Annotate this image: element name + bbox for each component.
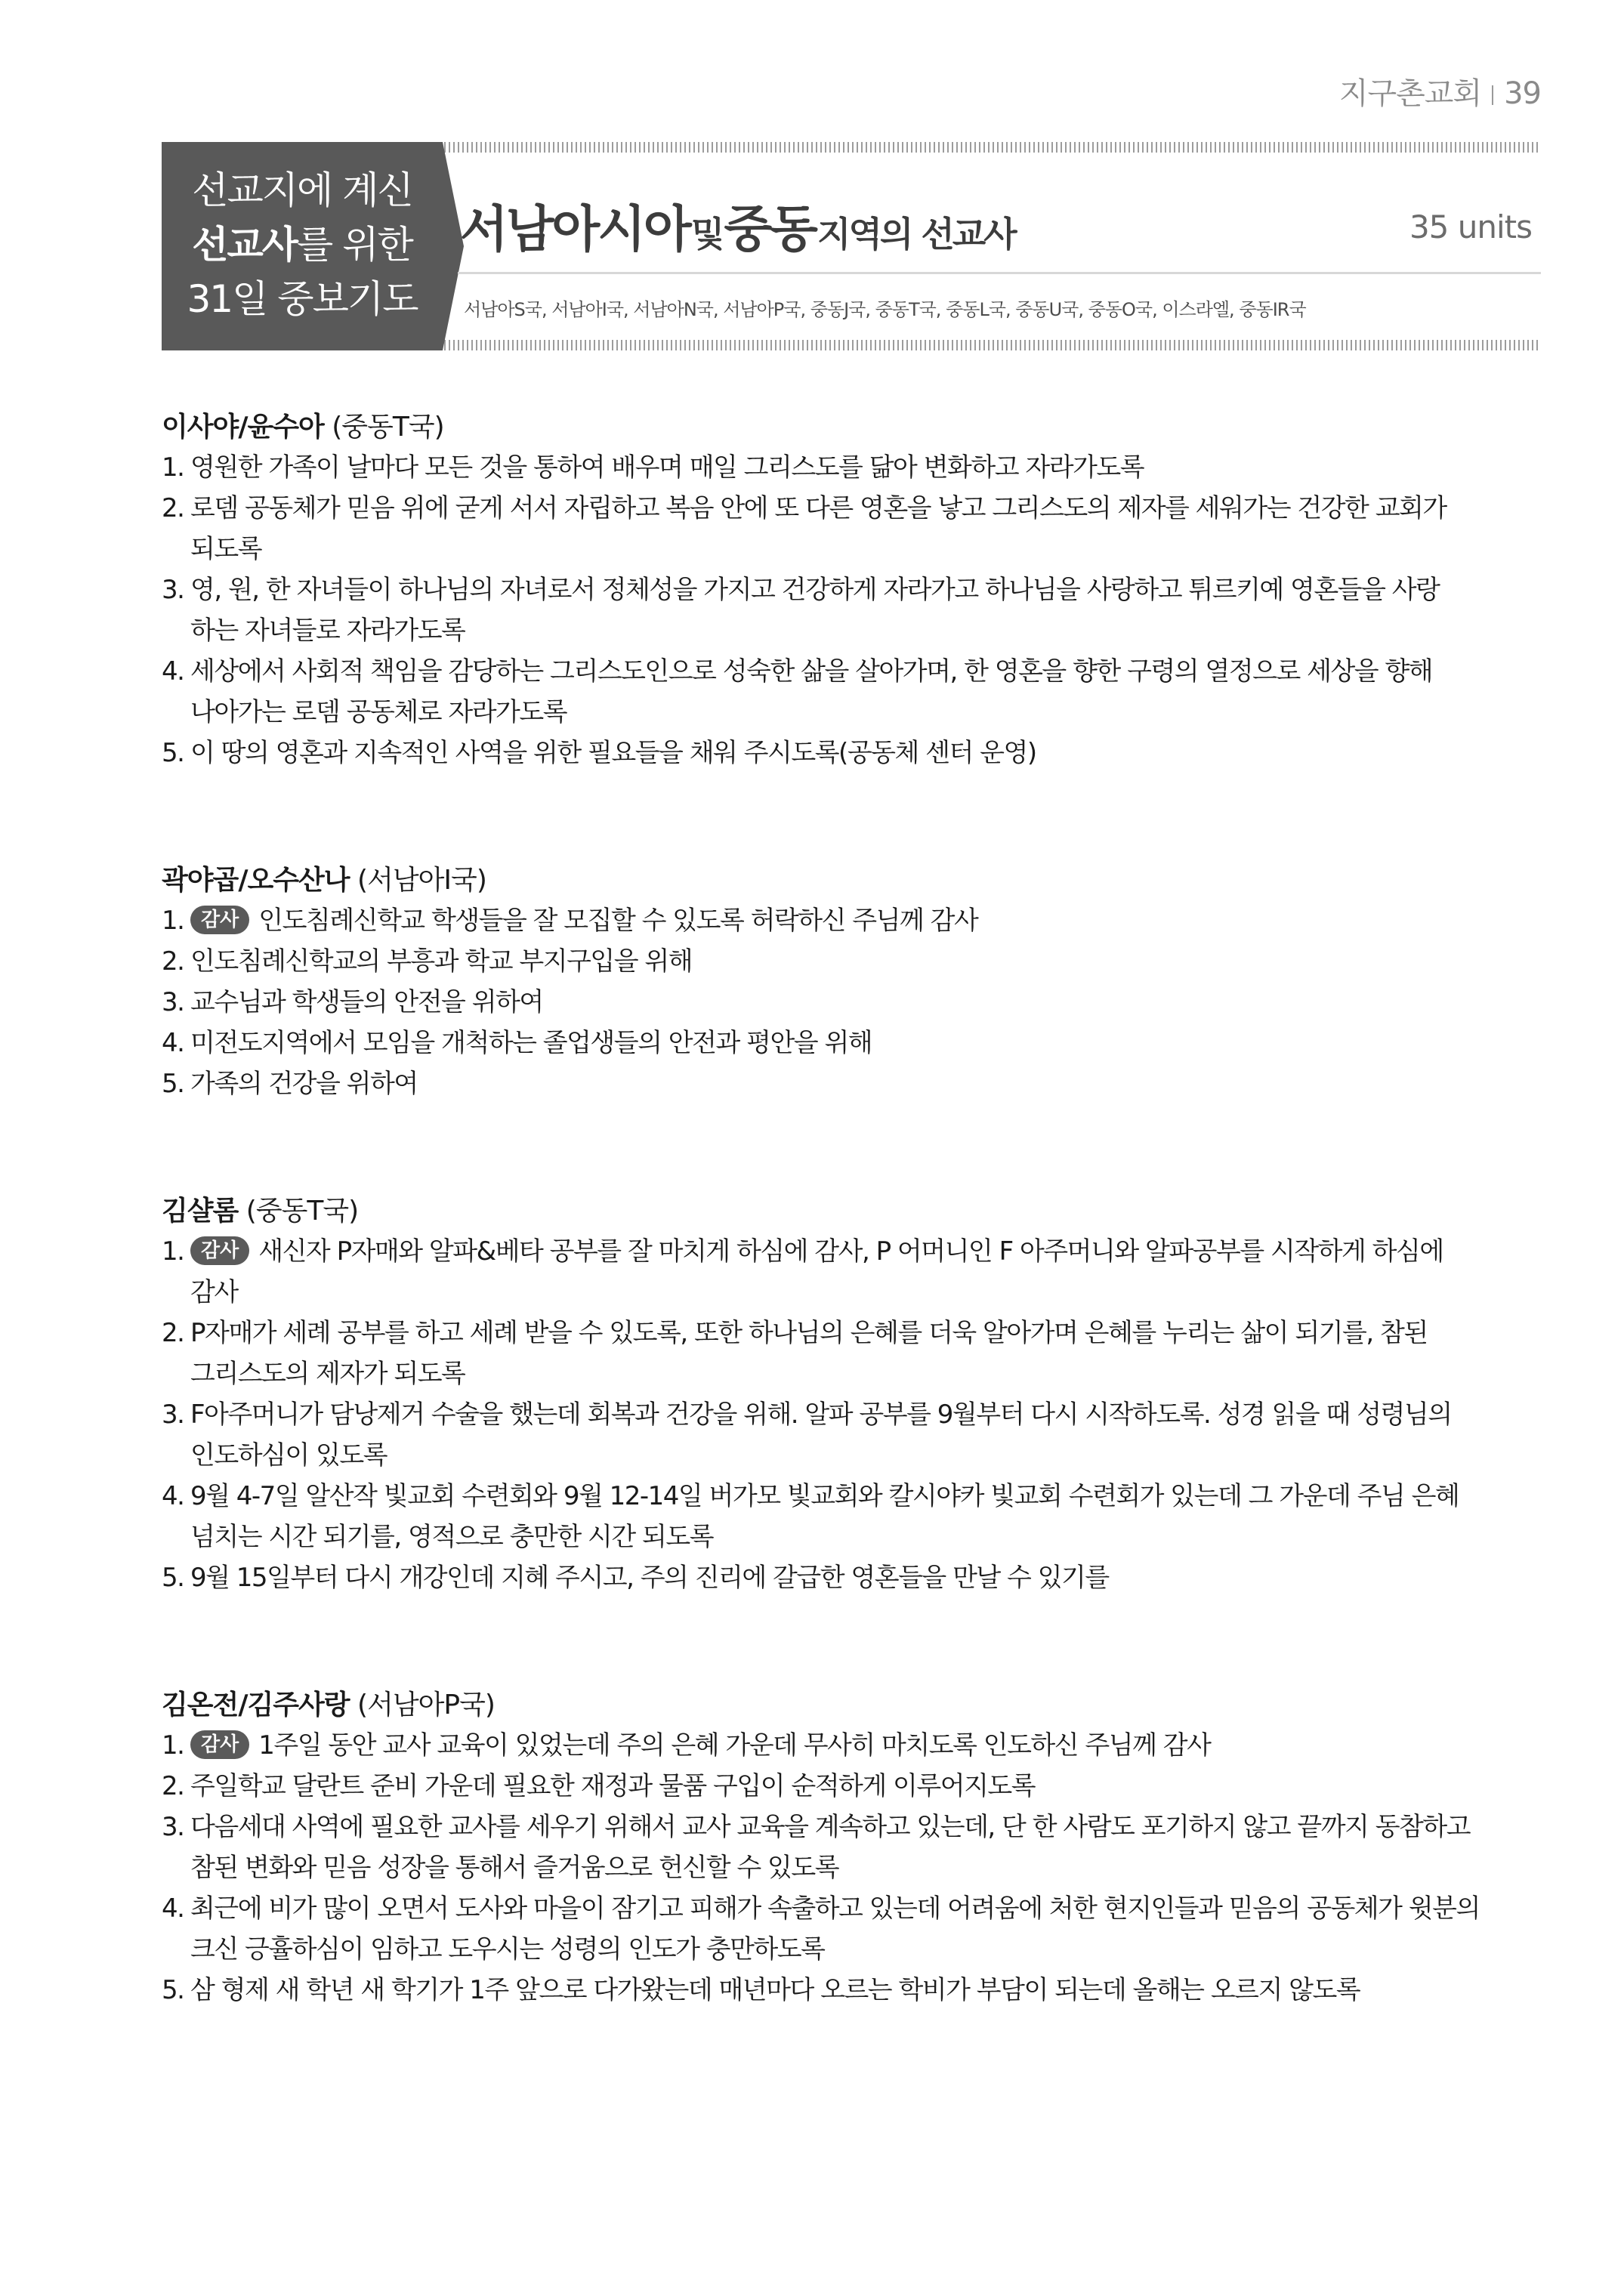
prayer-item — [162, 1231, 1544, 1313]
missionary-heading — [162, 1192, 1544, 1231]
missionary-section-2 — [162, 861, 1544, 1104]
prayer-item — [162, 569, 1544, 651]
region-title-part1: 서남아시아 — [460, 200, 690, 258]
item-line — [190, 1725, 1544, 1766]
item-line: 영, 원, 한 자녀들이 하나님의 자녀로서 정체성을 가지고 건강하게 자라가고 하나님을 사랑하고 튀르키예 영혼들을 사랑 — [190, 575, 1440, 605]
item-line: 인도침례신학교의 부흥과 학교 부지구입을 위해 — [190, 946, 693, 977]
guide-line-1: 선교지에 계신 — [192, 168, 412, 212]
item-number: 2. — [162, 1318, 184, 1348]
page-header — [1339, 69, 1541, 113]
country-list: 서남아S국, 서남아I국, 서남아N국, 서남아P국, 중동J국, 중동T국, 중동L국, 중동U국, 중동O국, 이스라엘, 중동IR국 — [464, 299, 1306, 320]
prayer-item — [162, 1313, 1544, 1394]
banner-divider — [458, 272, 1541, 274]
item-number: 1. — [162, 452, 184, 483]
item-number: 5. — [162, 1563, 184, 1593]
guide-line-3: 31일 중보기도 — [187, 277, 418, 321]
missionary-region: (중동T국) — [245, 1196, 359, 1227]
prayer-item — [162, 1394, 1544, 1476]
guide-line-2-bold: 선교사 — [192, 223, 298, 267]
item-line: 그리스도의 제자가 되도록 — [190, 1359, 465, 1389]
region-title-part4: 지역의 선교사 — [817, 214, 1015, 255]
prayer-item — [162, 900, 1544, 941]
missionary-section-3 — [162, 1192, 1544, 1598]
item-number: 2. — [162, 493, 184, 523]
item-line: F아주머니가 담낭제거 수술을 했는데 회복과 건강을 위해. 알파 공부를 9월부터 다시 시작하도록. 성경 읽을 때 성령님의 — [190, 1400, 1452, 1430]
missionary-name: 이사야/윤수아 — [162, 412, 324, 443]
prayer-item — [162, 733, 1544, 773]
thanks-badge: 감사 — [190, 906, 249, 934]
prayer-item — [162, 1557, 1544, 1598]
region-title — [460, 189, 1015, 261]
item-line: 다음세대 사역에 필요한 교사를 세우기 위해서 교사 교육을 계속하고 있는데, 단 한 사람도 포기하지 않고 끝까지 동참하고 — [190, 1812, 1471, 1842]
prayer-item — [162, 982, 1544, 1023]
item-line: 하는 자녀들로 자라가도록 — [190, 616, 465, 646]
prayer-item — [162, 1970, 1544, 2011]
missionary-section-1 — [162, 408, 1544, 773]
item-number: 4. — [162, 1481, 184, 1511]
item-line: 9월 15일부터 다시 개강인데 지혜 주시고, 주의 진리에 갈급한 영혼들을 만날 수 있기를 — [190, 1563, 1109, 1593]
item-number: 4. — [162, 1893, 184, 1924]
missionary-region: (서남아P국) — [357, 1690, 495, 1721]
banner-hatch-top — [421, 142, 1541, 153]
prayer-list — [162, 900, 1544, 1104]
thanks-badge: 감사 — [190, 1730, 249, 1759]
missionary-heading — [162, 861, 1544, 900]
region-title-part3: 중동 — [724, 200, 816, 258]
banner-hatch-bottom — [421, 340, 1541, 350]
prayer-item — [162, 651, 1544, 733]
item-line: 주일학교 달란트 준비 가운데 필요한 재정과 물품 구입이 순적하게 이루어지도록 — [190, 1771, 1036, 1801]
prayer-item — [162, 1063, 1544, 1104]
item-line: 9월 4-7일 알산작 빛교회 수련회와 9월 12-14일 버가모 빛교회와 칼시야카 빛교회 수련회가 있는데 그 가운데 주님 은혜 — [190, 1481, 1459, 1511]
item-number: 1. — [162, 906, 184, 936]
thanks-badge: 감사 — [190, 1236, 249, 1265]
church-name: 지구촌교회 — [1338, 76, 1482, 111]
item-number: 3. — [162, 1812, 184, 1842]
item-line: 이 땅의 영혼과 지속적인 사역을 위한 필요들을 채워 주시도록(공동체 센터 운영) — [190, 738, 1036, 768]
item-text: 1주일 동안 교사 교육이 있었는데 주의 은혜 가운데 무사히 마치도록 인도하신 주님께 감사 — [258, 1730, 1211, 1761]
item-line: 되도록 — [190, 534, 262, 564]
prayer-item — [162, 941, 1544, 982]
item-line: 넘치는 시간 되기를, 영적으로 충만한 시간 되도록 — [190, 1522, 714, 1552]
item-line: 미전도지역에서 모임을 개척하는 졸업생들의 안전과 평안을 위해 — [190, 1028, 872, 1058]
region-title-part2: 및 — [690, 214, 723, 255]
item-number: 1. — [162, 1730, 184, 1761]
item-line: 최근에 비가 많이 오면서 도사와 마을이 잠기고 피해가 속출하고 있는데 어려움에 처한 현지인들과 믿음의 공동체가 윗분의 — [190, 1893, 1480, 1924]
item-line: 가족의 건강을 위하여 — [190, 1069, 418, 1099]
item-number: 3. — [162, 1400, 184, 1430]
item-number: 2. — [162, 1771, 184, 1801]
prayer-item — [162, 1766, 1544, 1807]
item-text: 새신자 P자매와 알파&베타 공부를 잘 마치게 하심에 감사, P 어머니인 F 아주머니와 알파공부를 시작하게 하심에 — [258, 1236, 1443, 1267]
units-count: 35 units — [1409, 208, 1532, 245]
section-banner — [162, 142, 1541, 350]
item-line: 감사 — [190, 1277, 238, 1307]
item-number: 1. — [162, 1236, 184, 1267]
prayer-item — [162, 1888, 1544, 1970]
missionary-heading — [162, 1686, 1544, 1725]
item-number: 2. — [162, 946, 184, 977]
guide-line-2-rest: 를 위한 — [297, 223, 412, 267]
item-line: P자매가 세례 공부를 하고 세례 받을 수 있도록, 또한 하나님의 은혜를 더욱 알아가며 은혜를 누리는 삶이 되기를, 참된 — [190, 1318, 1428, 1348]
guide-line-2 — [162, 218, 443, 272]
prayer-item — [162, 1807, 1544, 1888]
item-line — [190, 1231, 1544, 1272]
prayer-guide-label — [162, 142, 443, 350]
item-line: 로뎀 공동체가 믿음 위에 굳게 서서 자립하고 복음 안에 또 다른 영혼을 낳고 그리스도의 제자를 세워가는 건강한 교회가 — [190, 493, 1446, 523]
missionary-heading — [162, 408, 1544, 447]
prayer-item — [162, 1023, 1544, 1063]
item-number: 5. — [162, 1069, 184, 1099]
item-number: 5. — [162, 738, 184, 768]
item-line: 나아가는 로뎀 공동체로 자라가도록 — [190, 697, 567, 727]
item-line: 세상에서 사회적 책임을 감당하는 그리스도인으로 성숙한 삶을 살아가며, 한 영혼을 향한 구령의 열정으로 세상을 향해 — [190, 656, 1433, 687]
page-number: 39 — [1504, 76, 1541, 111]
item-line: 교수님과 학생들의 안전을 위하여 — [190, 987, 543, 1017]
item-text: 인도침례신학교 학생들을 잘 모집할 수 있도록 허락하신 주님께 감사 — [258, 906, 978, 936]
prayer-item — [162, 447, 1544, 488]
item-line: 영원한 가족이 날마다 모든 것을 통하여 배우며 매일 그리스도를 닮아 변화하고 자라가도록 — [190, 452, 1144, 483]
item-line: 인도하심이 있도록 — [190, 1440, 387, 1471]
missionary-name: 김온전/김주사랑 — [162, 1690, 350, 1721]
missionary-section-4 — [162, 1686, 1544, 2011]
item-line: 크신 긍휼하심이 임하고 도우시는 성령의 인도가 충만하도록 — [190, 1934, 825, 1964]
missionary-region: (중동T국) — [332, 412, 444, 443]
item-number: 5. — [162, 1975, 184, 2005]
item-line: 참된 변화와 믿음 성장을 통해서 즐거움으로 헌신할 수 있도록 — [190, 1853, 839, 1883]
item-number: 4. — [162, 1028, 184, 1058]
prayer-item — [162, 1476, 1544, 1557]
prayer-item — [162, 1725, 1544, 1766]
header-divider — [1492, 85, 1493, 105]
missionary-name: 곽야곱/오수산나 — [162, 865, 350, 896]
prayer-item — [162, 488, 1544, 569]
prayer-list — [162, 447, 1544, 773]
prayer-list — [162, 1725, 1544, 2011]
item-number: 4. — [162, 656, 184, 687]
missionary-region: (서남아I국) — [357, 865, 486, 896]
missionary-name: 김샬롬 — [162, 1196, 239, 1227]
item-number: 3. — [162, 575, 184, 605]
prayer-list — [162, 1231, 1544, 1598]
item-line: 삼 형제 새 학년 새 학기가 1주 앞으로 다가왔는데 매년마다 오르는 학비가 부담이 되는데 올해는 오르지 않도록 — [190, 1975, 1360, 2005]
item-line — [190, 900, 1544, 941]
item-number: 3. — [162, 987, 184, 1017]
